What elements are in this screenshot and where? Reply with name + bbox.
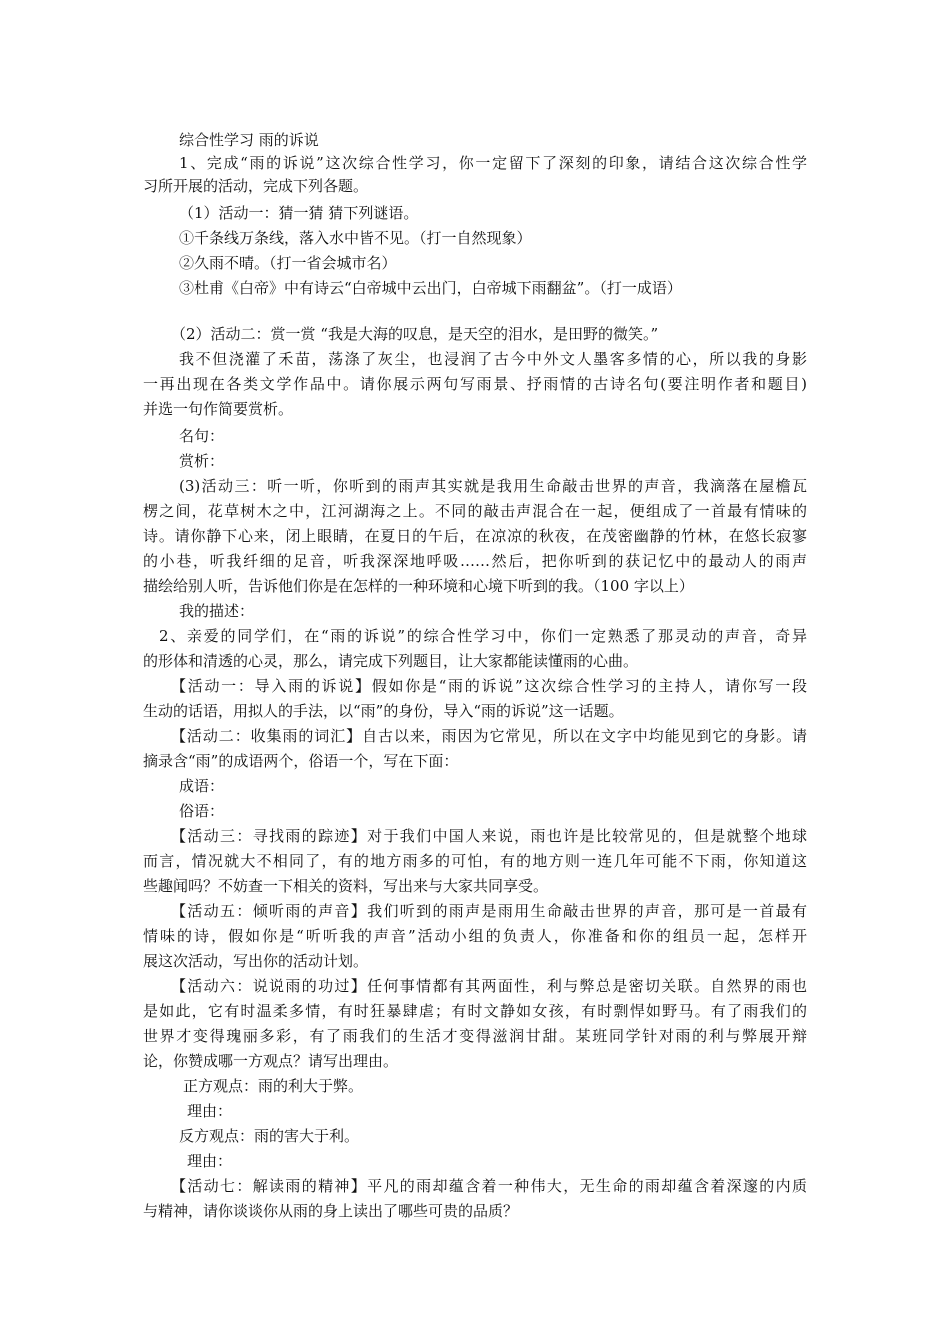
paragraph-line: 摘录含“雨”的成语两个，俗语一个，写在下面： <box>143 752 459 770</box>
q1-intro-line: 1、完成“雨的诉说”这次综合性学习，你一定留下了深刻的印象，请结合这次综合性学 <box>179 154 807 172</box>
paragraph-line: 我不但浇灌了禾苗，荡涤了灰尘，也浸润了古今中外文人墨客多情的心，所以我的身影 <box>179 350 807 368</box>
paragraph-line: 生动的话语，用拟人的手法，以“雨”的身份，导入“雨的诉说”这一话题。 <box>143 702 624 720</box>
paragraph-line: 【活动一：导入雨的诉说】假如你是“雨的诉说”这次综合性学习的主持人，请你写一段 <box>171 677 807 695</box>
paragraph-line: 情味的诗，假如你是“听听我的声音”活动小组的负责人，你准备和你的组员一起，怎样开 <box>143 927 807 945</box>
paragraph-line: 楞之间，花草树木之中，江河湖海之上。不同的敲击声混合在一起，便组成了一首最有情味的 <box>143 502 807 520</box>
paragraph-line: 描绘给别人听，告诉他们你是在怎样的一种环境和心境下听到的我。（100 字以上） <box>143 577 694 595</box>
paragraph-line: 展这次活动，写出你的活动计划。 <box>143 952 369 970</box>
paragraph-line: 【活动三：寻找雨的踪迹】对于我们中国人来说，雨也许是比较常见的，但是就整个地球 <box>171 827 807 845</box>
answer-label: 理由： <box>187 1152 233 1170</box>
debate-pro: 正方观点：雨的利大于弊。 <box>183 1077 364 1095</box>
debate-con: 反方观点：雨的害大于利。 <box>179 1127 360 1145</box>
activity-heading: （2）活动二：赏一赏 “我是大海的叹息，是天空的泪水，是田野的微笑。” <box>171 325 659 343</box>
answer-label: 名句： <box>179 427 225 445</box>
paragraph-line: 是如此，它有时温柔多情，有时狂暴肆虐；有时文静如女孩，有时剽悍如野马。有了雨我们的 <box>143 1002 807 1020</box>
answer-label: 成语： <box>179 777 225 795</box>
q1-intro-line: 习所开展的活动，完成下列各题。 <box>143 177 369 195</box>
answer-label: 俗语： <box>179 802 225 820</box>
paragraph-line: 的小巷，听我纤细的足音，听我深深地呼吸……然后，把你听到的获记忆中的最动人的雨声 <box>143 552 807 570</box>
riddle-item: ①千条线万条线，落入水中皆不见。（打一自然现象） <box>179 229 532 247</box>
q2-intro-line: 的形体和清透的心灵，那么，请完成下列题目，让大家都能读懂雨的心曲。 <box>143 652 639 670</box>
paragraph-line: 与精神，请你谈谈你从雨的身上读出了哪些可贵的品质？ <box>143 1202 519 1220</box>
paragraph-line: 【活动七：解读雨的精神】平凡的雨却蕴含着一种伟大，无生命的雨却蕴含着深邃的内质 <box>171 1177 807 1195</box>
answer-label: 理由： <box>187 1102 233 1120</box>
paragraph-line: 一再出现在各类文学作品中。请你展示两句写雨景、抒雨情的古诗名句(要注明作者和题目) <box>143 375 807 393</box>
riddle-item: ②久雨不晴。（打一省会城市名） <box>179 254 397 272</box>
paragraph-line: 世界才变得瑰丽多彩，有了雨我们的生活才变得滋润甘甜。某班同学针对雨的利与弊展开辩 <box>143 1027 807 1045</box>
riddle-item: ③杜甫《白帝》中有诗云“白帝城中云出门，白帝城下雨翻盆”。（打一成语） <box>179 279 682 297</box>
paragraph-line: 论，你赞成哪一方观点？请写出理由。 <box>143 1052 399 1070</box>
paragraph-line: 而言，情况就大不相同了，有的地方雨多的可怕，有的地方则一连几年可能不下雨，你知道这 <box>143 852 807 870</box>
paragraph-line: 【活动二：收集雨的词汇】自古以来，雨因为它常见，所以在文字中均能见到它的身影。请 <box>171 727 807 745</box>
activity-heading: （1）活动一：猜一猜 猜下列谜语。 <box>179 204 419 222</box>
paragraph-line: 并选一句作简要赏析。 <box>143 400 294 418</box>
paragraph-line: 【活动六：说说雨的功过】任何事情都有其两面性，利与弊总是密切关联。自然界的雨也 <box>171 977 807 995</box>
paragraph-line: (3)活动三：听一听，你听到的雨声其实就是我用生命敲击世界的声音，我滴落在屋檐瓦 <box>179 477 807 495</box>
paragraph-line: 【活动五：倾听雨的声音】我们听到的雨声是雨用生命敲击世界的声音，那可是一首最有 <box>171 902 807 920</box>
answer-label: 我的描述： <box>179 602 255 620</box>
paragraph-line: 诗。请你静下心来，闭上眼睛，在夏日的午后，在凉凉的秋夜，在茂密幽静的竹林，在悠长寂寥 <box>143 527 807 545</box>
doc-title: 综合性学习 雨的诉说 <box>179 131 319 149</box>
paragraph-line: 些趣闻吗？不妨查一下相关的资料，写出来与大家共同享受。 <box>143 877 549 895</box>
answer-label: 赏析： <box>179 452 225 470</box>
q2-intro-line: 2、亲爱的同学们，在“雨的诉说”的综合性学习中，你们一定熟悉了那灵动的声音，奇异 <box>159 627 807 645</box>
